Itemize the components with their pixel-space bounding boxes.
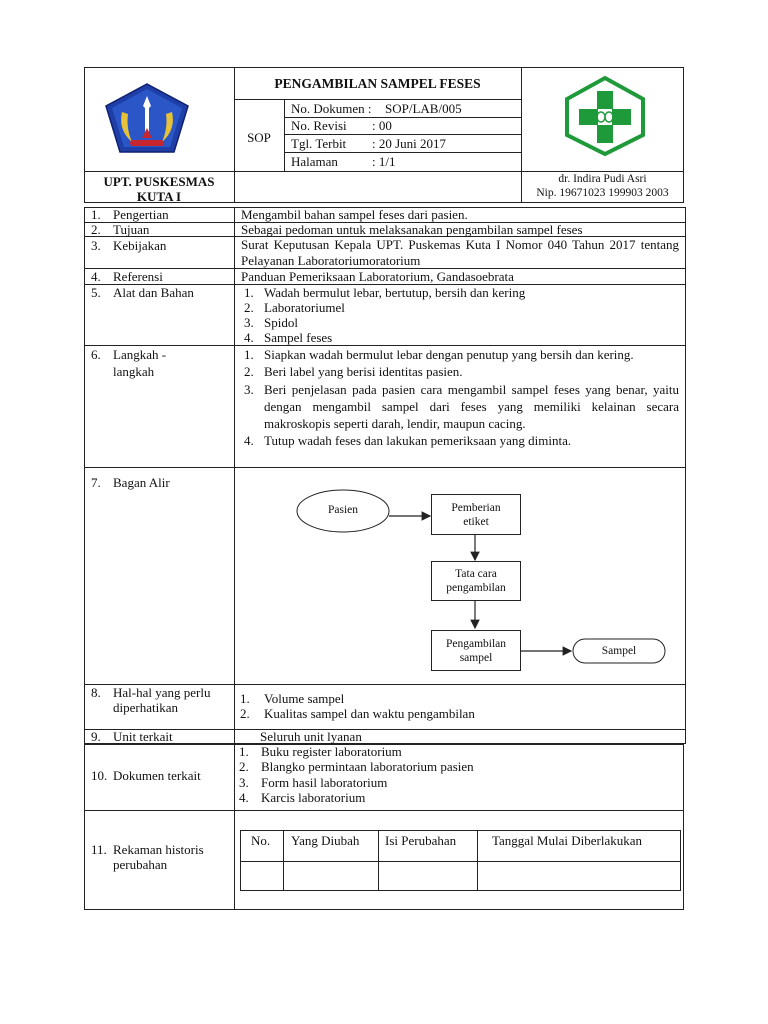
row-label-langkah-2: langkah	[113, 364, 155, 379]
org-name-line2: KUTA I	[136, 189, 182, 204]
list-item-text: Blangko permintaan laboratorium pasien	[261, 759, 474, 775]
dokumen-list	[239, 744, 679, 805]
row-label-rekaman-2: perubahan	[113, 857, 168, 872]
row-label-unit: Unit terkait	[113, 729, 173, 744]
list-item-text: Beri label yang berisi identitas pasien.	[264, 364, 463, 380]
regency-emblem-icon	[104, 82, 190, 154]
row-label-hal-2: diperhatikan	[113, 700, 178, 715]
flow-node-peng-line1: Pengambilan	[445, 637, 507, 650]
header-rule-2	[284, 134, 521, 135]
list-item: 2. Laboratoriumel	[244, 300, 345, 315]
revision-col-header: Yang Diubah	[291, 833, 360, 848]
flow-node-pemberian-line1: Pemberian	[451, 501, 501, 514]
list-item: 4. Karcis laboratorium	[239, 789, 366, 805]
row-rule-8	[84, 729, 686, 730]
flow-node-sampel: Sampel	[601, 645, 637, 657]
row-text-referensi: Panduan Pemeriksaan Laboratorium, Gandasoebrata	[241, 269, 514, 284]
document-title: PENGAMBILAN SAMPEL FESES	[274, 76, 481, 91]
row-label-rekaman-1: Rekaman historis	[113, 842, 204, 857]
org-name-line1: UPT. PUSKESMAS	[103, 174, 215, 189]
date-value: : 20 Juni 2017	[372, 136, 447, 151]
row-number: 6.	[91, 347, 101, 362]
row-number: 2.	[91, 222, 101, 237]
revision-col-header: Tanggal Mulai Diberlakukan	[492, 833, 642, 848]
row-text-pengertian: Mengambil bahan sampel feses dari pasien.	[241, 207, 468, 222]
row-text-unit: Seluruh unit lyanan	[260, 729, 362, 744]
list-item: 3. Form hasil laboratorium	[239, 774, 388, 790]
list-item-text: Form hasil laboratorium	[261, 774, 388, 790]
signer-nip: Nip. 19671023 199903 2003	[536, 187, 669, 199]
revision-col-rule-3	[477, 830, 478, 891]
flow-node-pasien: Pasien	[327, 504, 359, 516]
page-value: : 1/1	[372, 154, 396, 169]
row-text-kebijakan: Surat Keputusan Kepala UPT. Puskemas Kuta I Nomor 040 Tahun 2017 tentang Pelayanan Laboratoriumoratorium	[241, 237, 679, 268]
row-number: 5.	[91, 285, 101, 300]
list-item-text: Sampel feses	[264, 330, 333, 345]
flow-node-tata-line2: pengambilan	[446, 582, 506, 594]
alat-list	[244, 285, 674, 345]
header-title-rule	[234, 99, 521, 100]
revision-col-rule-2	[378, 830, 379, 891]
flow-node-pemberian-line2: etiket	[463, 515, 489, 528]
list-item-text: Tutup wadah feses dan lakukan pemeriksaan yang diminta.	[264, 433, 572, 449]
row-text-tujuan: Sebagai pedoman untuk melaksanakan pengambilan sampel feses	[241, 222, 583, 237]
row-label-bagan: Bagan Alir	[113, 475, 170, 490]
row-number: 10.	[91, 768, 108, 783]
signer-name: dr. Indira Pudi Asri	[558, 173, 647, 185]
row-label-tujuan: Tujuan	[113, 222, 150, 237]
list-item: 2. Beri label yang berisi identitas pasien.	[244, 364, 463, 380]
list-item: 1. Volume sampel	[240, 691, 345, 706]
rev-label: No. Revisi	[291, 118, 347, 133]
row-number: 3.	[91, 238, 101, 253]
row-label-pengertian: Pengertian	[113, 207, 169, 222]
sop-label: SOP	[247, 130, 271, 145]
list-item-text: Karcis laboratorium	[261, 789, 366, 805]
list-item-text: Wadah bermulut lebar, bertutup, bersih dan kering	[264, 285, 526, 300]
langkah-list	[244, 346, 679, 450]
list-item: 3. Beri penjelasan pada pasien cara mengambil sampel feses yang benar, yaitu dengan mengambil sampel dari feses yang memiliki kelainan secara makroskopis seperti darah, lendir, maupun cacing.	[244, 381, 679, 432]
row-number: 11.	[91, 842, 107, 857]
list-item: 1. Buku register laboratorium	[239, 744, 402, 759]
flow-node-tata-cara	[431, 561, 521, 601]
list-item-text: Spidol	[264, 315, 298, 330]
list-item-text: Volume sampel	[264, 691, 345, 706]
header-rule-3	[284, 152, 521, 153]
list-item: 1. Wadah bermulut lebar, bertutup, bersih dan kering	[244, 285, 526, 300]
row-label-alat: Alat dan Bahan	[113, 285, 194, 300]
row-number: 4.	[91, 269, 101, 284]
rev-value: : 00	[372, 118, 392, 133]
list-item-text: Laboratoriumel	[264, 300, 345, 315]
flow-node-tata-line1: Tata cara	[455, 568, 497, 580]
page-label: Halaman	[291, 154, 338, 169]
list-item: 1. Siapkan wadah bermulut lebar dengan penutup yang bersih dan kering.	[244, 347, 634, 362]
list-item-text: Buku register laboratorium	[261, 744, 402, 759]
list-item: 4. Tutup wadah feses dan lakukan pemeriksaan yang diminta.	[244, 433, 572, 449]
row-label-hal-1: Hal-hal yang perlu	[113, 685, 211, 700]
list-item: 3. Spidol	[244, 315, 298, 330]
revision-col-rule-1	[283, 830, 284, 891]
puskesmas-cross-icon	[562, 75, 648, 157]
doc-no-label: No. Dokumen :	[291, 101, 372, 116]
flow-node-pengambilan	[431, 630, 521, 671]
row-label-kebijakan: Kebijakan	[113, 238, 167, 253]
list-item: 2. Kualitas sampel dan waktu pengambilan	[240, 706, 475, 721]
row-number: 1.	[91, 207, 101, 222]
date-label: Tgl. Terbit	[291, 136, 347, 151]
doc-no-value: SOP/LAB/005	[385, 101, 462, 116]
list-item: 4. Sampel feses	[244, 330, 333, 345]
row-number: 9.	[91, 729, 101, 744]
header-sop-rule	[284, 99, 285, 171]
flow-node-peng-line2: sampel	[459, 651, 493, 664]
row-number: 8.	[91, 685, 101, 700]
revision-col-header: Isi Perubahan	[385, 833, 457, 848]
row-number: 7.	[91, 475, 101, 490]
list-item-text: Beri penjelasan pada pasien cara mengambil sampel feses yang benar, yaitu dengan mengambil sampel dari feses yang memiliki kelainan secara makroskopis seperti darah, lendir, maupun cacing.	[264, 381, 679, 432]
revision-table-header-rule	[240, 861, 681, 862]
list-item: 2. Blangko permintaan laboratorium pasien	[239, 759, 474, 775]
revision-col-header: No.	[251, 833, 271, 848]
list-item-text: Kualitas sampel dan waktu pengambilan	[264, 706, 475, 721]
row-label-referensi: Referensi	[113, 269, 163, 284]
hal-list	[240, 691, 670, 721]
row-label-langkah-1: Langkah -	[113, 347, 167, 362]
list-item-text: Siapkan wadah bermulut lebar dengan penutup yang bersih dan kering.	[264, 347, 634, 362]
row-label-dokumen: Dokumen terkait	[113, 768, 201, 783]
row-rule-9	[84, 810, 684, 811]
flow-node-pemberian	[431, 494, 521, 535]
